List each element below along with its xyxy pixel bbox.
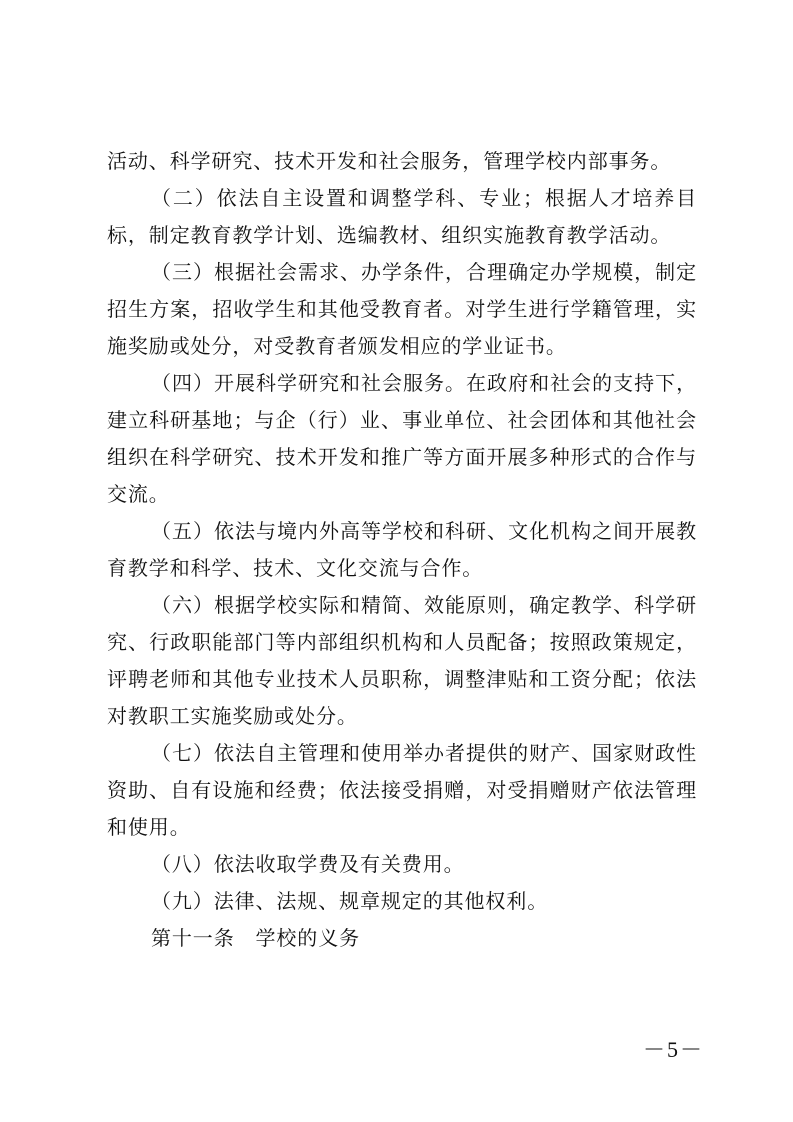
paragraph-item-7: （七）依法自主管理和使用举办者提供的财产、国家财政性资助、自有设施和经费；依法接受捐赠，对受捐赠财产依法管理和使用。 — [107, 741, 697, 839]
paragraph-item-9: （九）法律、法规、规章规定的其他权利。 — [151, 889, 549, 913]
paragraph-item-8: （八）依法收取学费及有关费用。 — [151, 852, 465, 876]
paragraph-continuation: 活动、科学研究、技术开发和社会服务，管理学校内部事务。 — [107, 149, 672, 173]
document-body — [107, 143, 697, 957]
paragraph-item-4: （四）开展科学研究和社会服务。在政府和社会的支持下，建立科研基地；与企（行）业、事业单位、社会团体和其他社会组织在科学研究、技术开发和推广等方面开展多种形式的合作与交流。 — [107, 371, 697, 506]
paragraph-item-2: （二）依法自主设置和调整学科、专业；根据人才培养目标，制定教育教学计划、选编教材、组织实施教育教学活动。 — [107, 186, 697, 247]
article-heading: 第十一条 学校的义务 — [151, 926, 360, 950]
paragraph-item-3: （三）根据社会需求、办学条件，合理确定办学规模，制定招生方案，招收学生和其他受教育者。对学生进行学籍管理，实施奖励或处分，对受教育者颁发相应的学业证书。 — [107, 260, 697, 358]
paragraph-item-6: （六）根据学校实际和精简、效能原则，确定教学、科学研究、行政职能部门等内部组织机构和人员配备；按照政策规定，评聘老师和其他专业技术人员职称，调整津贴和工资分配；依法对教职工实施奖励或处分。 — [107, 593, 697, 728]
page-number: －5－ — [643, 1037, 705, 1062]
paragraph-item-5: （五）依法与境内外高等学校和科研、文化机构之间开展教育教学和科学、技术、文化交流与合作。 — [107, 519, 697, 580]
